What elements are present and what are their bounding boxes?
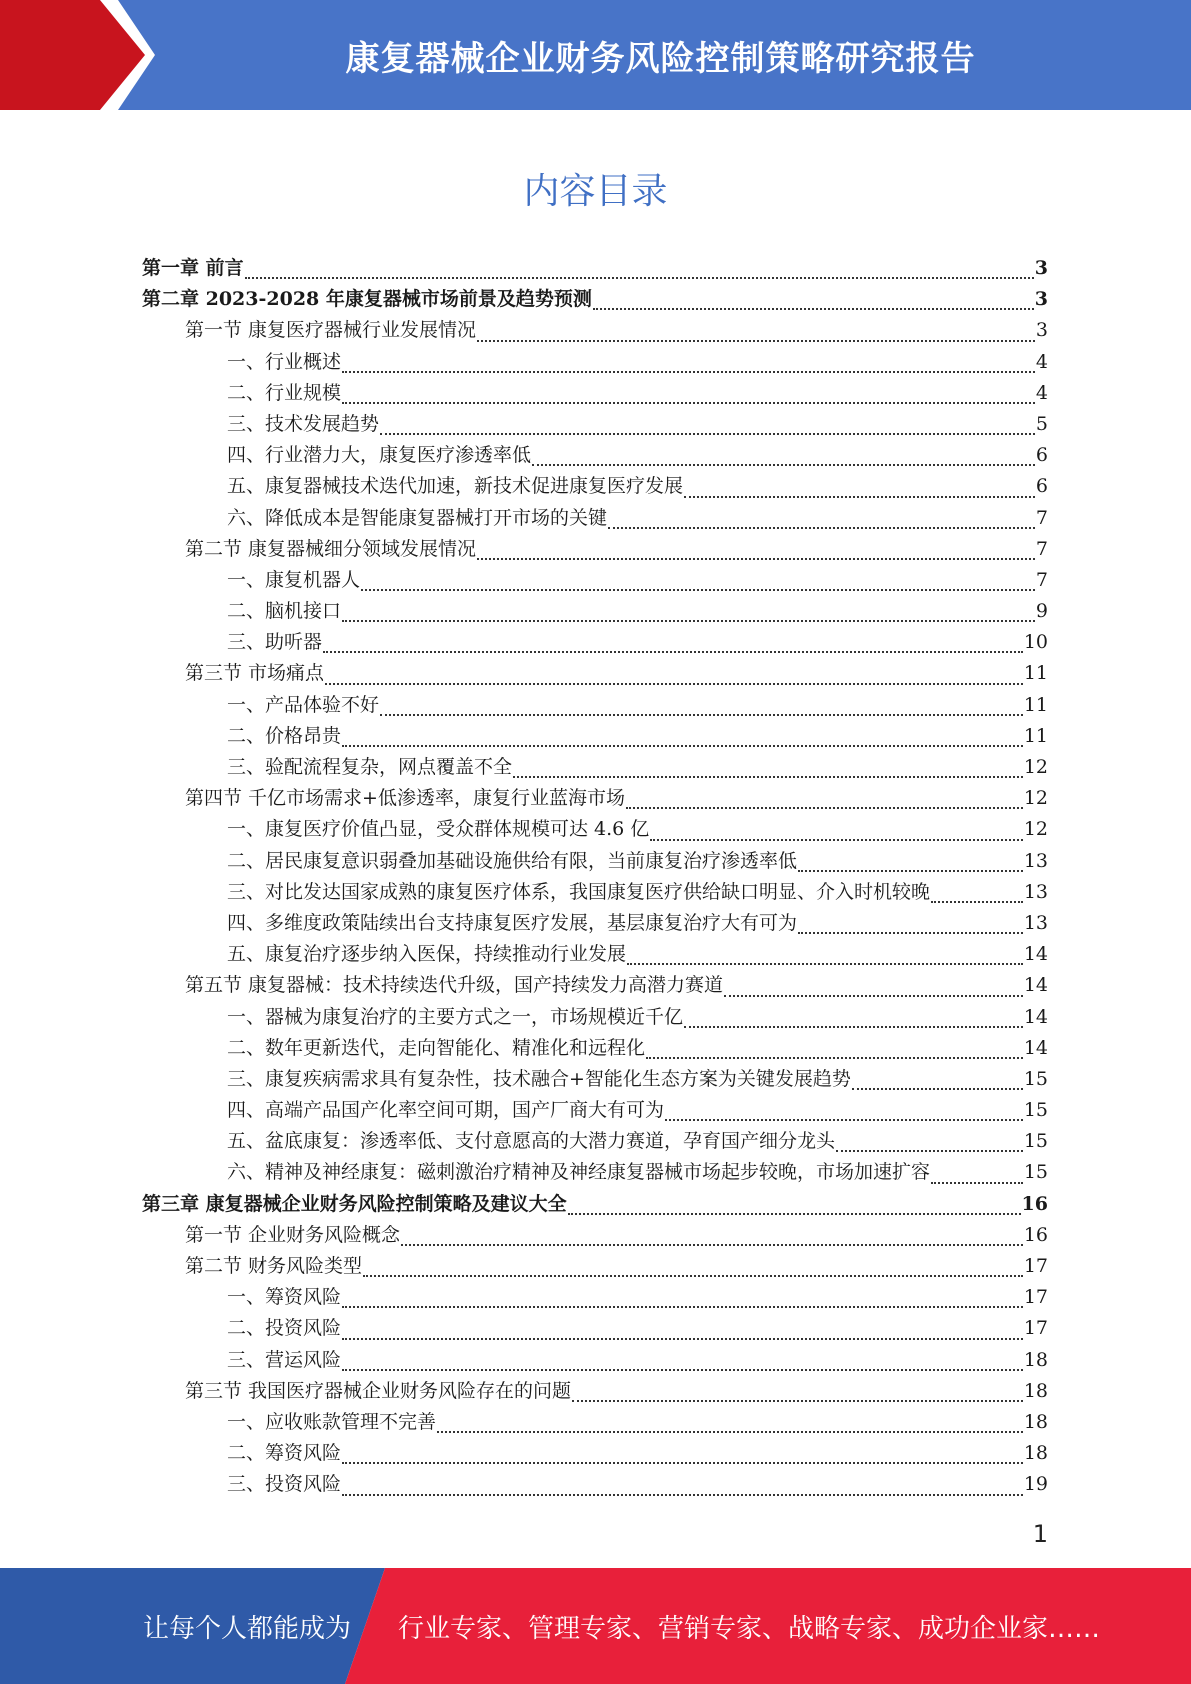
toc-entry-page: 7 bbox=[1035, 506, 1048, 529]
toc-entry-page: 17 bbox=[1023, 1317, 1048, 1340]
toc-entry[interactable] bbox=[142, 783, 1048, 814]
toc-entry-text: 第一节 企业财务风险概念 bbox=[185, 1223, 401, 1246]
dot-leader bbox=[342, 1369, 1023, 1371]
toc-entry-text: 五、康复器械技术迭代加速，新技术促进康复医疗发展 bbox=[227, 475, 684, 498]
toc-entry-page: 11 bbox=[1023, 662, 1048, 685]
footer-slogan-left: 让每个人都能成为 bbox=[143, 1613, 352, 1644]
dot-leader bbox=[572, 1400, 1023, 1402]
toc-entry-text: 第三章 康复器械企业财务风险控制策略及建议大全 bbox=[142, 1192, 567, 1215]
header-band bbox=[0, 0, 1191, 110]
toc-entry-page: 14 bbox=[1023, 1005, 1048, 1028]
toc-entry-text: 一、产品体验不好 bbox=[227, 693, 380, 716]
dot-leader bbox=[325, 683, 1023, 685]
toc-entry[interactable] bbox=[142, 1251, 1048, 1282]
dot-leader bbox=[477, 340, 1035, 342]
toc-entry-text: 三、投资风险 bbox=[227, 1473, 342, 1496]
toc-entry[interactable] bbox=[142, 1282, 1048, 1313]
toc-entry-page: 6 bbox=[1035, 444, 1048, 467]
dot-leader bbox=[437, 1431, 1023, 1433]
toc-entry-page: 18 bbox=[1023, 1442, 1048, 1465]
toc-entry[interactable] bbox=[142, 1313, 1048, 1344]
toc-entry-page: 17 bbox=[1023, 1255, 1048, 1277]
dot-leader bbox=[532, 464, 1035, 466]
toc-entry-text: 第二节 康复器械细分领域发展情况 bbox=[185, 537, 477, 560]
toc-entry-page: 14 bbox=[1023, 943, 1048, 966]
toc-entry[interactable] bbox=[142, 814, 1048, 845]
toc-entry-page: 15 bbox=[1023, 1161, 1048, 1184]
toc-entry-page: 3 bbox=[1035, 319, 1048, 342]
toc-entry-text: 五、盆底康复：渗透率低、支付意愿高的大潜力赛道，孕育国产细分龙头 bbox=[227, 1130, 836, 1153]
toc-entry[interactable] bbox=[142, 253, 1048, 284]
dot-leader bbox=[513, 776, 1023, 778]
report-title: 康复器械企业财务风险控制策略研究报告 bbox=[345, 38, 976, 79]
toc-entry[interactable] bbox=[142, 690, 1048, 721]
toc-entry-text: 四、多维度政策陆续出台支持康复医疗发展，基层康复治疗大有可为 bbox=[227, 911, 798, 934]
dot-leader bbox=[593, 308, 1034, 310]
dot-leader bbox=[361, 589, 1035, 591]
toc-entry-text: 六、降低成本是智能康复器械打开市场的关键 bbox=[227, 506, 608, 529]
dot-leader bbox=[342, 1494, 1023, 1496]
toc-entry-text: 二、数年更新迭代，走向智能化、精准化和远程化 bbox=[227, 1036, 646, 1059]
dot-leader bbox=[380, 433, 1035, 435]
toc-entry-page: 5 bbox=[1035, 412, 1048, 435]
toc-entry[interactable] bbox=[142, 721, 1048, 752]
toc-entry-page: 12 bbox=[1023, 756, 1048, 778]
toc-entry-page: 14 bbox=[1023, 1036, 1048, 1059]
toc-entry[interactable] bbox=[142, 970, 1048, 1001]
toc-entry[interactable] bbox=[142, 939, 1048, 970]
toc-entry-text: 一、康复医疗价值凸显，受众群体规模可达 4.6 亿 bbox=[227, 818, 650, 841]
toc-entry-page: 11 bbox=[1023, 693, 1048, 716]
toc-entry-text: 四、行业潜力大，康复医疗渗透率低 bbox=[227, 444, 532, 467]
toc-entry[interactable] bbox=[142, 315, 1048, 346]
toc-entry-text: 第四节 千亿市场需求+低渗透率，康复行业蓝海市场 bbox=[185, 787, 625, 810]
toc-entry[interactable] bbox=[142, 908, 1048, 939]
toc-entry[interactable] bbox=[142, 1033, 1048, 1064]
toc-entry-text: 二、价格昂贵 bbox=[227, 724, 342, 747]
toc-entry[interactable] bbox=[142, 378, 1048, 409]
toc-entry[interactable] bbox=[142, 1189, 1048, 1220]
toc-entry[interactable] bbox=[142, 1126, 1048, 1157]
toc-entry-text: 一、行业概述 bbox=[227, 350, 342, 373]
toc-entry[interactable] bbox=[142, 1064, 1048, 1095]
toc-entry-text: 二、脑机接口 bbox=[227, 600, 342, 623]
toc-entry-page: 13 bbox=[1023, 880, 1048, 903]
toc-entry-page: 14 bbox=[1023, 974, 1048, 997]
toc-entry[interactable] bbox=[142, 1157, 1048, 1188]
toc-entry-page: 7 bbox=[1035, 568, 1048, 591]
dot-leader bbox=[401, 1244, 1023, 1246]
dot-leader bbox=[477, 558, 1035, 560]
toc-entry-page: 15 bbox=[1023, 1067, 1048, 1090]
dot-leader bbox=[724, 995, 1023, 997]
toc-entry-page: 15 bbox=[1023, 1099, 1048, 1122]
dot-leader bbox=[650, 839, 1023, 841]
dot-leader bbox=[931, 901, 1023, 903]
toc-entry-page: 13 bbox=[1023, 911, 1048, 934]
toc-entry[interactable] bbox=[142, 1469, 1048, 1500]
footer-band bbox=[0, 1568, 1191, 1684]
toc-entry[interactable] bbox=[142, 347, 1048, 378]
toc-entry-page: 18 bbox=[1023, 1348, 1048, 1371]
toc-entry-page: 7 bbox=[1035, 537, 1048, 560]
footer-slogan-right: 行业专家、管理专家、营销专家、战略专家、成功企业家…… bbox=[398, 1613, 1101, 1644]
toc-entry-text: 三、营运风险 bbox=[227, 1348, 342, 1371]
toc-entry-text: 第三节 我国医疗器械企业财务风险存在的问题 bbox=[185, 1379, 572, 1402]
toc-entry-text: 第一节 康复医疗器械行业发展情况 bbox=[185, 319, 477, 342]
toc-entry-page: 12 bbox=[1023, 818, 1048, 841]
toc-entry-text: 二、行业规模 bbox=[227, 381, 342, 404]
toc-entry[interactable] bbox=[142, 534, 1048, 565]
toc-entry[interactable] bbox=[142, 596, 1048, 627]
toc-entry-text: 二、筹资风险 bbox=[227, 1442, 342, 1465]
page-number: 1 bbox=[1032, 1520, 1048, 1548]
toc-entry-page: 18 bbox=[1023, 1379, 1048, 1402]
toc-entry[interactable] bbox=[142, 440, 1048, 471]
dot-leader bbox=[608, 527, 1035, 529]
toc-entry-text: 一、康复机器人 bbox=[227, 568, 361, 591]
dot-leader bbox=[646, 1057, 1023, 1059]
toc-entry-text: 一、器械为康复治疗的主要方式之一，市场规模近千亿 bbox=[227, 1005, 684, 1028]
header-arrow-icon bbox=[0, 0, 155, 110]
toc-entry-text: 六、精神及神经康复：磁刺激治疗精神及神经康复器械市场起步较晚，市场加速扩容 bbox=[227, 1161, 931, 1184]
toc-entry[interactable] bbox=[142, 409, 1048, 440]
toc-entry-page: 9 bbox=[1035, 600, 1048, 623]
toc-entry-text: 二、投资风险 bbox=[227, 1317, 342, 1340]
dot-leader bbox=[798, 870, 1023, 872]
dot-leader bbox=[245, 277, 1034, 279]
toc-entry-text: 三、对比发达国家成熟的康复医疗体系，我国康复医疗供给缺口明显、介入时机较晚 bbox=[227, 880, 931, 903]
toc-entry-page: 15 bbox=[1023, 1130, 1048, 1153]
toc-entry-page: 13 bbox=[1023, 849, 1048, 872]
toc-entry[interactable] bbox=[142, 1438, 1048, 1469]
toc-entry-page: 10 bbox=[1023, 631, 1048, 654]
toc-entry-text: 第二节 财务风险类型 bbox=[185, 1255, 363, 1277]
toc-entry[interactable] bbox=[142, 503, 1048, 534]
toc-entry-page: 12 bbox=[1023, 787, 1048, 810]
dot-leader bbox=[342, 371, 1035, 373]
toc-entry-page: 16 bbox=[1021, 1192, 1048, 1215]
dot-leader bbox=[852, 1088, 1023, 1090]
toc-entry[interactable] bbox=[142, 1095, 1048, 1126]
toc-heading: 内容目录 bbox=[523, 171, 668, 212]
toc-entry-text: 一、应收账款管理不完善 bbox=[227, 1410, 437, 1433]
dot-leader bbox=[684, 1026, 1023, 1028]
toc-entry-text: 三、验配流程复杂，网点覆盖不全 bbox=[227, 756, 513, 778]
dot-leader bbox=[342, 1338, 1023, 1340]
dot-leader bbox=[836, 1150, 1023, 1152]
dot-leader bbox=[931, 1182, 1023, 1184]
toc-entry[interactable] bbox=[142, 1345, 1048, 1376]
dot-leader bbox=[363, 1275, 1023, 1277]
dot-leader bbox=[323, 651, 1023, 653]
toc-entry-text: 三、技术发展趋势 bbox=[227, 412, 380, 435]
toc-entry[interactable] bbox=[142, 1220, 1048, 1251]
toc-entry-page: 19 bbox=[1023, 1473, 1048, 1496]
toc-entry-page: 11 bbox=[1023, 724, 1048, 747]
dot-leader bbox=[798, 932, 1023, 934]
dot-leader bbox=[342, 745, 1023, 747]
toc-entry-text: 三、康复疾病需求具有复杂性，技术融合+智能化生态方案为关键发展趋势 bbox=[227, 1067, 851, 1090]
toc-entry-text: 第三节 市场痛点 bbox=[185, 662, 325, 685]
toc-entry-page: 18 bbox=[1023, 1410, 1048, 1433]
table-of-contents bbox=[142, 253, 1048, 1501]
toc-entry-text: 第五节 康复器械：技术持续迭代升级，国产持续发力高潜力赛道 bbox=[185, 974, 724, 997]
dot-leader bbox=[342, 1462, 1023, 1464]
toc-entry[interactable] bbox=[142, 1407, 1048, 1438]
toc-entry-text: 一、筹资风险 bbox=[227, 1286, 342, 1309]
toc-entry[interactable] bbox=[142, 627, 1048, 658]
toc-entry[interactable] bbox=[142, 1002, 1048, 1033]
toc-entry-page: 16 bbox=[1023, 1223, 1048, 1246]
toc-entry[interactable] bbox=[142, 284, 1048, 315]
toc-entry-page: 6 bbox=[1035, 475, 1048, 498]
toc-entry-page: 4 bbox=[1035, 350, 1048, 373]
toc-entry-page: 4 bbox=[1035, 381, 1048, 404]
toc-entry[interactable] bbox=[142, 1376, 1048, 1407]
toc-entry-text: 四、高端产品国产化率空间可期，国产厂商大有可为 bbox=[227, 1099, 665, 1122]
toc-entry[interactable] bbox=[142, 877, 1048, 908]
toc-entry-text: 第一章 前言 bbox=[142, 257, 244, 279]
dot-leader bbox=[568, 1213, 1021, 1215]
dot-leader bbox=[342, 1306, 1023, 1308]
toc-entry[interactable] bbox=[142, 846, 1048, 877]
dot-leader bbox=[627, 963, 1023, 965]
toc-entry[interactable] bbox=[142, 565, 1048, 596]
toc-entry-text: 三、助听器 bbox=[227, 631, 323, 654]
toc-entry[interactable] bbox=[142, 752, 1048, 783]
toc-entry-text: 二、居民康复意识弱叠加基础设施供给有限，当前康复治疗渗透率低 bbox=[227, 849, 798, 872]
dot-leader bbox=[684, 496, 1035, 498]
toc-entry[interactable] bbox=[142, 658, 1048, 689]
dot-leader bbox=[380, 714, 1023, 716]
toc-entry-page: 3 bbox=[1034, 257, 1048, 279]
toc-entry-page: 17 bbox=[1023, 1286, 1048, 1309]
toc-entry-text: 五、康复治疗逐步纳入医保，持续推动行业发展 bbox=[227, 943, 627, 966]
toc-entry-page: 3 bbox=[1034, 288, 1048, 311]
toc-entry[interactable] bbox=[142, 471, 1048, 502]
dot-leader bbox=[665, 1119, 1023, 1121]
dot-leader bbox=[342, 402, 1035, 404]
dot-leader bbox=[342, 620, 1035, 622]
dot-leader bbox=[626, 807, 1023, 809]
toc-entry-text: 第二章 2023-2028 年康复器械市场前景及趋势预测 bbox=[142, 288, 592, 311]
